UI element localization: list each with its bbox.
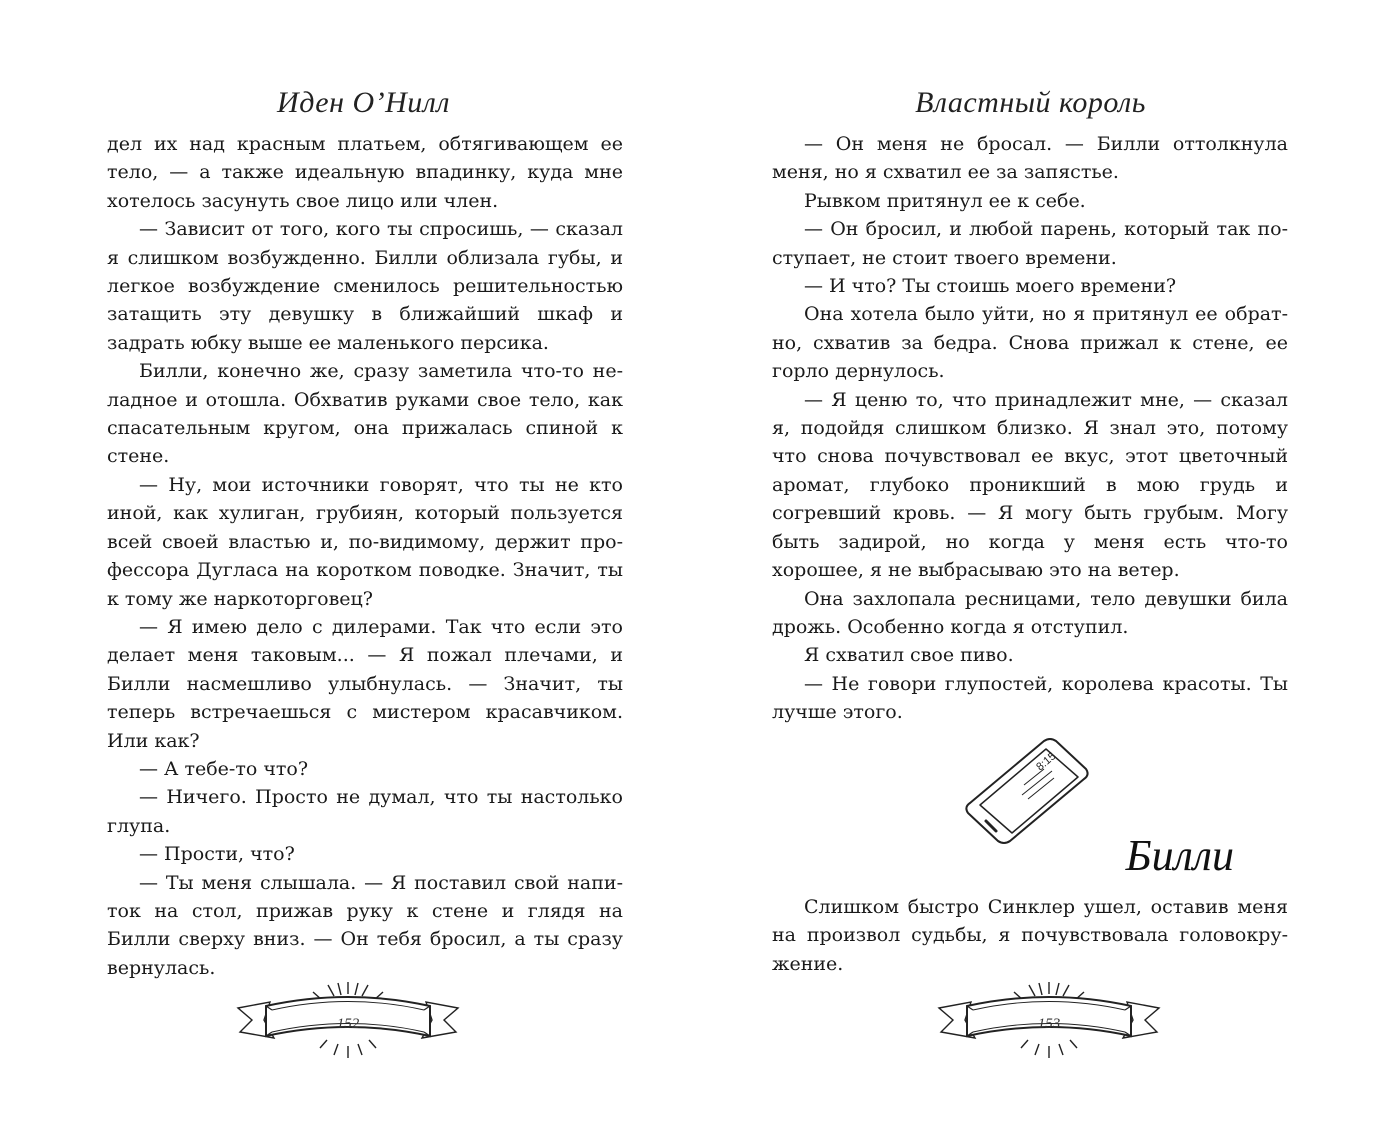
phone-time: 8:15 bbox=[1034, 750, 1059, 774]
page-number: 153 bbox=[1037, 1016, 1061, 1032]
running-head-title: Властный король bbox=[915, 86, 1146, 119]
paragraph: Билли, конечно же, сразу заметила что-то неладное и отошла. Обхватив руками свое тело, как спасательным кругом, она прижалась спиной к стене. bbox=[107, 360, 623, 468]
page-number-banner bbox=[228, 980, 468, 1060]
chapter-pov-name: Билли bbox=[1125, 831, 1234, 880]
paragraph: Слишком быстро Синклер ушел, оставив меня на произвол судьбы, я почувствовала головокружение. bbox=[772, 896, 1288, 975]
paragraph: — Я ценю то, что принадлежит мне, — сказал я, подойдя слишком близко. Я знал это, потому что снова почувствовал ее вкус, этот цветочный аромат, глубоко проникший в мою грудь и согревший кровь. — Я могу быть грубым. Могу быть задирой, но когда у меня есть что-то хорошее, я не выбрасываю это на ветер. bbox=[772, 388, 1288, 582]
smartphone-icon bbox=[962, 735, 1092, 845]
paragraph: Она хотела было уйти, но я притянул ее обратно, схватив за бедра. Снова прижал к стене, ее горло дернулось. bbox=[772, 303, 1288, 383]
left-body-text bbox=[107, 130, 623, 982]
paragraph: — Ничего. Просто не думал, что ты настолько глупа. bbox=[107, 786, 623, 837]
paragraph: Рывком притянул ее к себе. bbox=[804, 189, 1086, 212]
paragraph: — Прости, что? bbox=[139, 843, 295, 866]
paragraph: — Не говори глупостей, королева красоты. Ты лучше этого. bbox=[772, 672, 1288, 724]
running-head-author: Иден О’Нилл bbox=[277, 86, 450, 119]
right-body-text bbox=[772, 130, 1288, 727]
paragraph: — Он бросил, и любой парень, который так поступает, не стоит твоего времени. bbox=[772, 218, 1288, 269]
paragraph: — Зависит от того, кого ты спросишь, — сказал я слишком возбужденно. Билли облизала губы, и легкое возбуждение сменилось решительностью затащить эту девушку в ближайший шкаф и задрать юбку выше ее маленького персика. bbox=[107, 218, 623, 354]
paragraph: — Он меня не бросал. — Билли оттолкнула меня, но я схватил ее за запястье. bbox=[772, 133, 1288, 184]
paragraph: — Ты меня слышала. — Я поставил свой напиток на стол, прижав руку к стене и глядя на Билли сверху вниз. — Он тебя бросил, а ты сразу вернулась. bbox=[107, 871, 623, 979]
paragraph: Я схватил свое пиво. bbox=[804, 644, 1014, 667]
right-page bbox=[697, 0, 1394, 1125]
page-number: 152 bbox=[336, 1016, 360, 1032]
paragraph: — И что? Ты стоишь моего времени? bbox=[804, 275, 1177, 298]
chapter-body-text bbox=[772, 893, 1288, 978]
paragraph: Она захлопала ресницами, тело девушки била дрожь. Особенно когда я отступил. bbox=[772, 587, 1288, 638]
paragraph: — Я имею дело с дилерами. Так что если это делает меня таковым... — Я пожал плечами, и Билли насмешливо улыбнулась. — Значит, ты теперь встречаешься с мистером красавчиком. Или как? bbox=[107, 615, 623, 752]
paragraph: — Ну, мои источники говорят, что ты не кто иной, как хулиган, грубиян, который пользуется всей своей властью и, по-видимому, держит профессора Дугласа на коротком поводке. Значит, ты к тому же наркоторговец? bbox=[107, 473, 623, 610]
paragraph: — А тебе-то что? bbox=[139, 757, 309, 780]
paragraph: дел их над красным платьем, обтягивающем ее тело, — а также идеальную впадинку, куда мне хотелось засунуть свое лицо или член. bbox=[107, 133, 623, 212]
page-number-banner bbox=[929, 980, 1169, 1060]
